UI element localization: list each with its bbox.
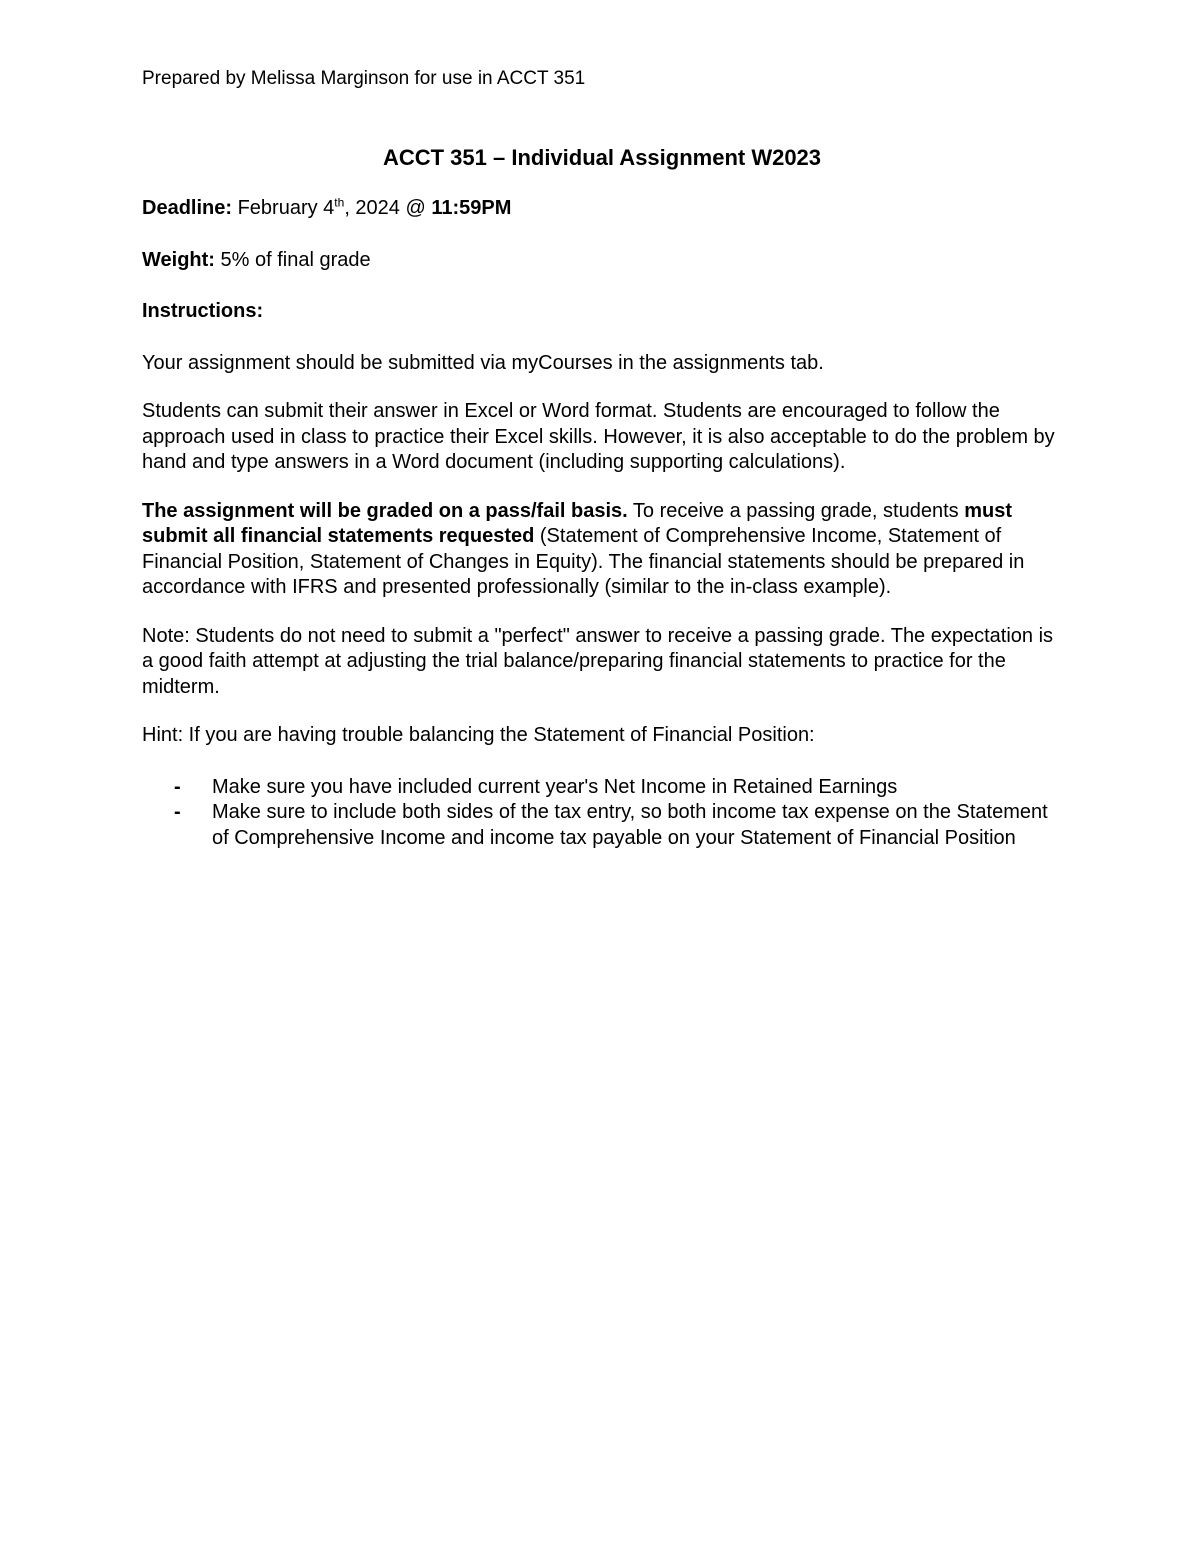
header-note: Prepared by Melissa Marginson for use in ACCT 351 bbox=[142, 68, 586, 89]
list-item bbox=[142, 775, 1062, 801]
deadline-line bbox=[142, 196, 1062, 222]
deadline-date-suffix: th bbox=[334, 195, 345, 210]
note-paragraph: Note: Students do not need to submit a "perfect" answer to receive a passing grade. The expectation is a good faith attempt at adjusting the trial balance/preparing financial statements to practice for the midterm. bbox=[142, 624, 1054, 698]
weight-value: 5% of final grade bbox=[214, 248, 371, 271]
hint-text: Make sure to include both sides of the tax entry, so both income tax expense on the Statement of Comprehensive Income and income tax payable on your Statement of Financial Position bbox=[212, 801, 1048, 849]
dash-bullet: - bbox=[174, 801, 181, 823]
document-content bbox=[142, 66, 1062, 851]
deadline-label: Deadline: bbox=[142, 197, 233, 219]
instructions-heading-text: Instructions: bbox=[142, 300, 264, 322]
hint-text: Make sure you have included current year's Net Income in Retained Earnings bbox=[212, 775, 898, 798]
format-paragraph: Students can submit their answer in Excel or Word format. Students are encouraged to follow the approach used in class to practice their Excel skills. However, it is also acceptable to do the problem by hand and type answers in a Word document (including supporting calculations). bbox=[142, 400, 1055, 473]
deadline-year: , 2024 @ bbox=[344, 197, 432, 219]
grading-text-1: To receive a passing grade, students bbox=[627, 499, 965, 522]
grading-bold-lead: The assignment will be graded on a pass/fail basis. bbox=[142, 499, 628, 522]
grading-bold-mid: must submit all financial statements requested bbox=[142, 499, 1013, 547]
hint-list bbox=[142, 775, 1062, 852]
instructions-heading bbox=[142, 299, 1062, 325]
submit-paragraph: Your assignment should be submitted via myCourses in the assignments tab. bbox=[142, 351, 824, 374]
dash-bullet: - bbox=[174, 775, 181, 798]
grading-paragraph bbox=[142, 499, 1062, 601]
grading-text-2: (Statement of Comprehensive Income, Statement of Financial Position, Statement of Changes in Equity). The financial statements should be prepared in accordance with IFRS and presented professionally (similar to the in-class example). bbox=[142, 525, 1025, 598]
list-item bbox=[142, 800, 1062, 851]
page-title: ACCT 351 – Individual Assignment W2023 bbox=[382, 145, 822, 170]
deadline-date: February 4 bbox=[232, 197, 335, 219]
weight-line bbox=[142, 248, 1062, 274]
hint-intro: Hint: If you are having trouble balancing the Statement of Financial Position: bbox=[142, 724, 815, 746]
deadline-time: 11:59PM bbox=[431, 197, 512, 219]
weight-label: Weight: bbox=[142, 248, 215, 271]
